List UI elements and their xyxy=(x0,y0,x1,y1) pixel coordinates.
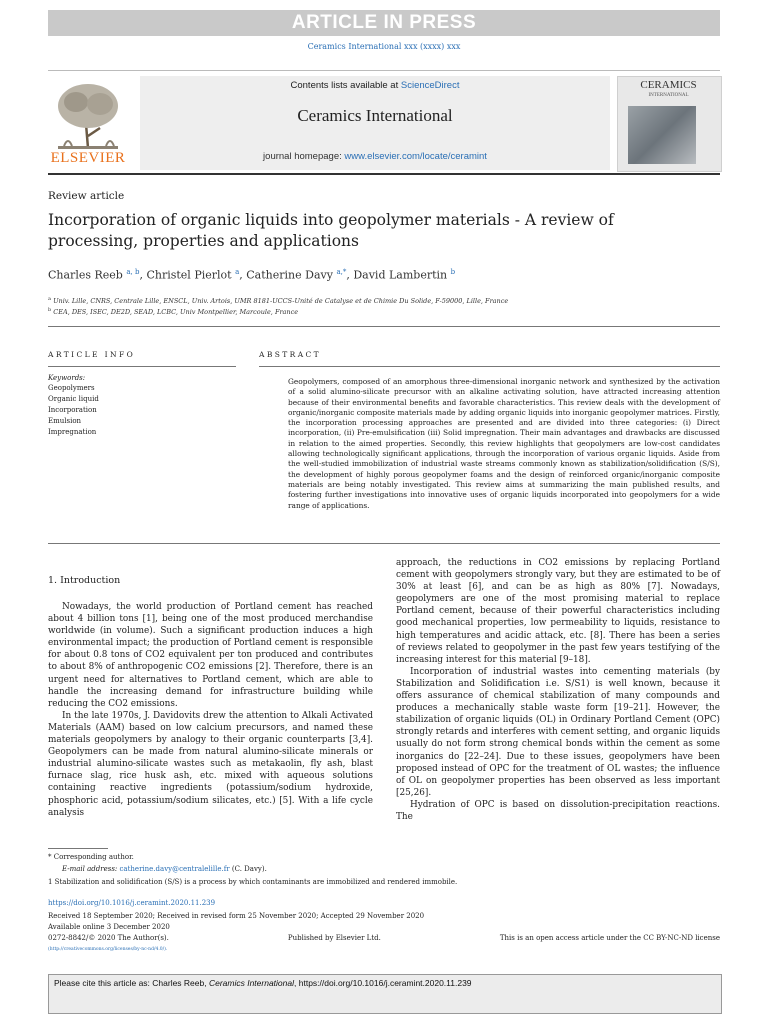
journal-reference-link[interactable]: Ceramics International xxx (xxxx) xxx xyxy=(307,42,461,51)
divider xyxy=(48,326,720,327)
copyright-part: This is an open access article under the CC BY-NC-ND license xyxy=(499,934,720,942)
citation-journal: Ceramics International xyxy=(208,978,295,988)
author-affiliation-marker[interactable]: a, b xyxy=(126,268,140,276)
keyword[interactable]: Impregnation xyxy=(48,428,97,436)
copyright-part: Published by Elsevier Ltd. xyxy=(287,934,381,942)
homepage-label: journal homepage: xyxy=(263,151,345,162)
contents-prefix: Contents lists available at xyxy=(290,80,401,91)
abstract-text: Geopolymers, composed of an amorphous three-dimensional inorganic network and synthesized by the activation of a solid alumino-silicate precursor with an alkaline activating solution, have attracted increasing attention because of their environmental benefits and favorable characteristics. This review deals with the development of organic/inorganic composite materials made by adding organic liquids into inorganic geopolymer matrices. Firstly, the incorporation processing approaches are presented and are divided into three categories: (i) Direct incorporation, (ii) Pre-emulsification (iii) Solid impregnation. Their main advantages and drawbacks are discussed in relation to the aimed properties. Secondly, this review highlights that geopolymers are low-cost candidates allowing technologically significant applications, through the incorporation of various organic liquids. Aside from the well-studied immobilization of industrial waste streams commonly known as stabilization/solidification (S/S), the development of highly porous geopolymer foams and the design of reinforced organic/inorganic composite materials are being notably investigated. This review aims at summarizing the main published results, and fostering further investigations into innovative uses of organic liquids incorporated into geopolymers for a wide range of applications. xyxy=(288,377,720,510)
journal-homepage-line xyxy=(140,151,610,162)
article-info-heading: ARTICLE INFO xyxy=(48,350,136,359)
body-paragraph: Nowadays, the world production of Portland cement has reached about 4 billion tons [1], being one of the most produced merchandise worldwide (in volume). Such a significant production induces a high environmental impact; the production of Portland cement is responsible for about 0.8 tons of CO2 equivalent per ton produced and contributes to about 8% of anthropogenic CO2 emissions [2]. Therefore, there is an urgent need for alternatives to Portland cement, which are able to handle the increasing demand for infrastructure building while reducing the CO2 emissions. xyxy=(48,602,373,709)
author-name[interactable]: David Lambertin xyxy=(353,268,448,282)
corresponding-author-note: * Corresponding author. xyxy=(48,853,134,861)
author-name[interactable]: Charles Reeb xyxy=(48,268,123,282)
author-name[interactable]: Christel Pierlot xyxy=(146,268,232,282)
divider xyxy=(259,366,720,367)
available-online-date: Available online 3 December 2020 xyxy=(48,923,170,931)
homepage-link[interactable]: www.elsevier.com/locate/ceramint xyxy=(344,151,487,162)
keyword[interactable]: Incorporation xyxy=(48,406,97,414)
sciencedirect-link[interactable]: ScienceDirect xyxy=(400,80,460,91)
divider xyxy=(48,543,720,544)
keyword[interactable]: Emulsion xyxy=(48,417,82,425)
cover-title: CERAMICS xyxy=(640,79,697,91)
affiliation-marker: b xyxy=(48,307,52,313)
body-column-left xyxy=(48,601,373,819)
affiliation-b xyxy=(48,307,298,316)
author-affiliation-marker[interactable]: a xyxy=(235,268,240,276)
author-list: Charles Reeb $^{a, b}$, Christel Pierlot $^a$, Catherine Davy $^{a,*}$, David Lambertin $^b$ xyxy=(48,268,456,282)
article-type: Review article xyxy=(48,190,125,202)
body-paragraph: In the late 1970s, J. Davidovits drew the attention to Alkali Activated Materials (AAM) based on low calcium precursors, and named these materials geopolymers by analogy to their organic counterparts [3,4]. Geopolymers can be made from natural alumino-silicate minerals or industrial alumino-silicate wastes such as metakaolin, fly ash, blast furnace slag, rice husk ash, etc. mixed with aqueous solutions containing reactive ingredients (potassium/sodium hydroxide, phosphoric acid, potassium/sodium silicates, etc.) [5]. With a life cycle analysis xyxy=(48,710,373,818)
copyright-part: 0272-8842/© 2020 The Author(s). xyxy=(48,934,169,942)
email-suffix: (C. Davy). xyxy=(229,865,267,873)
email-label: E-mail address: xyxy=(62,865,120,873)
author-affiliation-marker[interactable]: a,* xyxy=(336,268,347,276)
body-paragraph: approach, the reductions in CO2 emissions by replacing Portland cement with geopolymers strongly vary, but they are estimated to be of 30% at least [6], and can be as high as 80% [7]. Nowadays, geopolymers are one of the most promising material to replace Portland cement, because of their powerful characteristics including good mechanical properties, low permeability to liquids, resistance to high temperatures and acidic attack, etc. [8]. There has been a series of reviews related to geopolymer in the past few years testifying of the increasing interest for this material [9–18]. xyxy=(396,558,720,665)
keyword[interactable]: Organic liquid xyxy=(48,395,99,403)
publisher-name: ELSEVIER xyxy=(50,150,126,166)
article-in-press-banner: ARTICLE IN PRESS xyxy=(48,10,720,36)
footnote-1: 1 Stabilization and solidification (S/S) is a process by which contaminants are immobilized and rendered immobile. xyxy=(48,878,458,886)
keywords-label: Keywords: xyxy=(48,374,86,382)
affiliation-text: Univ. Lille, CNRS, Centrale Lille, ENSCL, Univ. Artois, UMR 8181-UCCS-Unité de Catalyse et de Chimie Du Solide, F-59000, Lille, France xyxy=(53,297,509,306)
citation-prefix: Please cite this article as: Charles Reeb, xyxy=(54,978,209,988)
affiliation-marker: a xyxy=(48,296,51,302)
citation-text xyxy=(54,978,472,988)
divider xyxy=(48,366,236,367)
received-dates: Received 18 September 2020; Received in revised form 25 November 2020; Accepted 29 November 2020 xyxy=(48,912,425,920)
email-line xyxy=(62,865,267,873)
license-link[interactable]: (http://creativecommons.org/licenses/by-nc-nd/4.0/). xyxy=(48,947,168,952)
section-heading: 1. Introduction xyxy=(48,575,121,586)
footnote-divider xyxy=(48,848,108,849)
affiliation-text: CEA, DES, ISEC, DE2D, SEAD, LCBC, Univ Montpellier, Marcoule, France xyxy=(53,308,299,317)
body-paragraph: Incorporation of industrial wastes into cementing materials (by Stabilization and Solidification i.e. S/S1) is well known, because it offers assurance of chemical stabilization of many compounds and produces a mechanically stable waste form [19–21]. However, the stabilization of organic liquids (OL) in Ordinary Portland Cement (OPC) strongly retards and interferes with cement setting, and organic liquids usually do not form strong chemical bonds within the cement as some inorganics do [22–24]. Due to these issues, geopolymers have been proposed instead of OPC for the treatment of OL wastes; the influence of OL on geopolymer properties has been observed as less important [25,26]. xyxy=(396,666,720,798)
affiliation-a xyxy=(48,296,508,305)
body-paragraph: Hydration of OPC is based on dissolution-precipitation reactions. The xyxy=(396,799,720,822)
email-link[interactable]: catherine.davy@centralelille.fr xyxy=(119,865,230,873)
cover-subtitle: INTERNATIONAL xyxy=(648,93,689,98)
author-name[interactable]: Catherine Davy xyxy=(246,268,333,282)
author-affiliation-marker[interactable]: b xyxy=(450,268,456,276)
journal-name: Ceramics International xyxy=(297,106,453,125)
body-column-right xyxy=(396,557,720,823)
contents-available-line xyxy=(140,80,610,91)
article-title: Incorporation of organic liquids into geopolymer materials - A review of processing, properties and applications xyxy=(48,211,614,250)
keyword[interactable]: Geopolymers xyxy=(48,384,95,392)
cover-image xyxy=(628,106,696,164)
doi-link[interactable]: https://doi.org/10.1016/j.ceramint.2020.11.239 xyxy=(48,899,216,907)
citation-doi[interactable]: , https://doi.org/10.1016/j.ceramint.2020.11.239 xyxy=(294,978,472,988)
abstract-heading: ABSTRACT xyxy=(259,350,322,359)
copyright-line xyxy=(48,934,720,942)
